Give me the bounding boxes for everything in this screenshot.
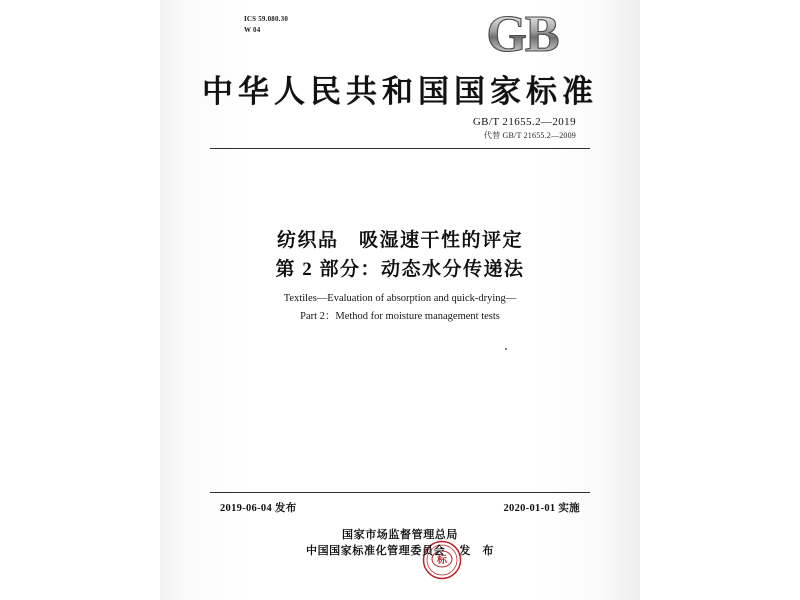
cover-sheet xyxy=(160,0,640,600)
divider-top xyxy=(210,148,590,149)
national-standard-title: 中华人民共和国国家标准 xyxy=(202,74,598,109)
issuer-block xyxy=(160,528,640,560)
standard-replaces: 代替 GB/T 21655.2—2009 xyxy=(483,131,576,140)
ics-code: ICS 59.080.30 xyxy=(244,15,289,23)
page-title xyxy=(160,226,640,285)
page-subtitle xyxy=(160,290,640,327)
svg-text:GB: GB xyxy=(486,10,558,62)
page-subtitle-line1: Textiles—Evaluation of absorption and quick-drying— xyxy=(283,293,517,304)
page-title-line2: 第 2 部分：动态水分传递法 xyxy=(275,259,525,281)
effective-date: 2020-01-01 实施 xyxy=(503,503,580,514)
gb-emblem-icon xyxy=(468,10,576,62)
page-subtitle-line2: Part 2：Method for moisture management tests xyxy=(300,311,500,323)
standard-class-code: W 04 xyxy=(244,25,261,34)
publish-label: 发 布 xyxy=(459,544,494,557)
divider-bottom xyxy=(210,492,590,493)
issuer-line1: 国家市场监督管理总局 xyxy=(342,529,458,541)
page-title-line1: 纺织品 吸湿速干性的评定 xyxy=(276,230,523,251)
issue-date: 2019-06-04 发布 xyxy=(220,503,297,514)
decorative-dot xyxy=(505,348,507,350)
issuer-line2: 中国国家标准化管理委员会 xyxy=(305,544,446,557)
ics-classification-block xyxy=(244,14,288,35)
svg-text:标: 标 xyxy=(437,555,447,566)
standard-number: GB/T 21655.2—2019 xyxy=(472,116,576,128)
